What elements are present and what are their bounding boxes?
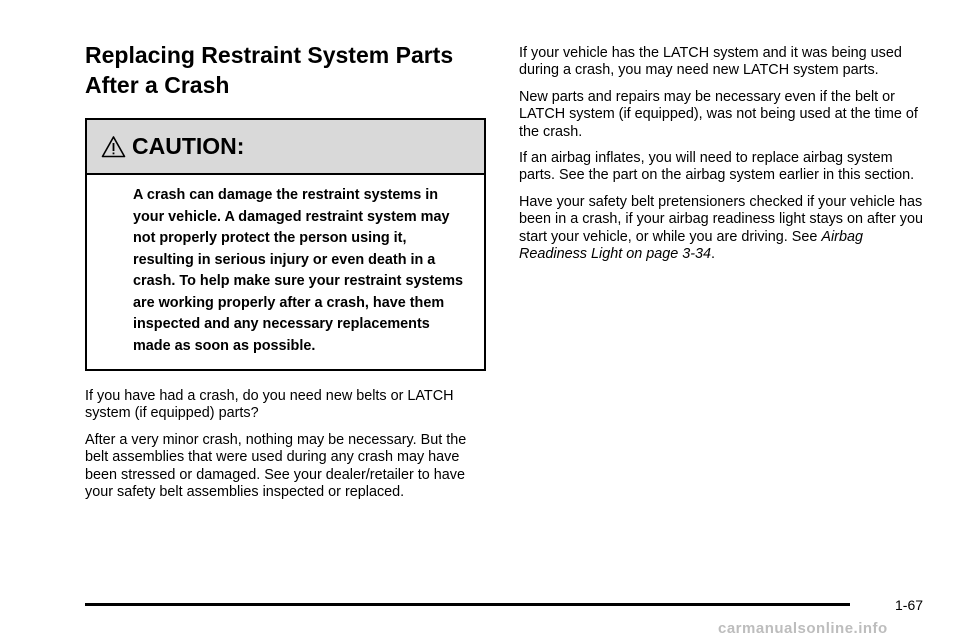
page-title-line1: Replacing Restraint System Parts (85, 42, 454, 68)
page-title (85, 40, 490, 100)
caution-box (85, 118, 486, 371)
body-paragraph: If you have had a crash, do you need new belts or LATCH system (if equipped) parts? (85, 388, 454, 422)
paragraph-end: . (711, 246, 716, 263)
left-paragraphs (85, 388, 490, 501)
cross-reference-link[interactable]: Airbag Readiness Light on page 3-34 (519, 228, 863, 263)
body-paragraph: If an airbag inflates, you will need to replace airbag system parts. See the part on the airbag system earlier in this section. (519, 150, 915, 184)
warning-triangle-icon (101, 135, 126, 158)
left-column (85, 40, 490, 510)
page-number: 1-67 (895, 597, 924, 613)
paragraph-text: Have your safety belt pretensioners checked if your vehicle has been in a crash, if your airbag readiness light stays on after you start your vehicle, or while you are driving. See (519, 193, 923, 245)
body-paragraph: If your vehicle has the LATCH system and it was being used during a crash, you may need new LATCH system parts. (519, 45, 902, 79)
caution-label: CAUTION: (132, 133, 245, 159)
body-paragraph-with-reference (519, 194, 929, 264)
watermark: carmanualsonline.info (718, 620, 888, 637)
caution-text: A crash can damage the restraint systems in your vehicle. A damaged restraint system may not properly protect the person using it, resulting in serious injury or even death in a crash. To help make sure your restraint systems are working properly after a crash, have them inspected and any necessary replacements made as soon as possible. (133, 187, 464, 354)
footer-rule (85, 603, 850, 606)
page-title-line2: After a Crash (85, 72, 230, 98)
right-column (519, 45, 929, 272)
caution-header (87, 120, 484, 175)
body-paragraph: New parts and repairs may be necessary even if the belt or LATCH system (if equipped), was not being used at the time of the crash. (519, 88, 918, 140)
body-paragraph: After a very minor crash, nothing may be necessary. But the belt assemblies that were used during any crash may have been stressed or damaged. See your dealer/retailer to have your safety belt assemblies inspected or replaced. (85, 431, 467, 501)
